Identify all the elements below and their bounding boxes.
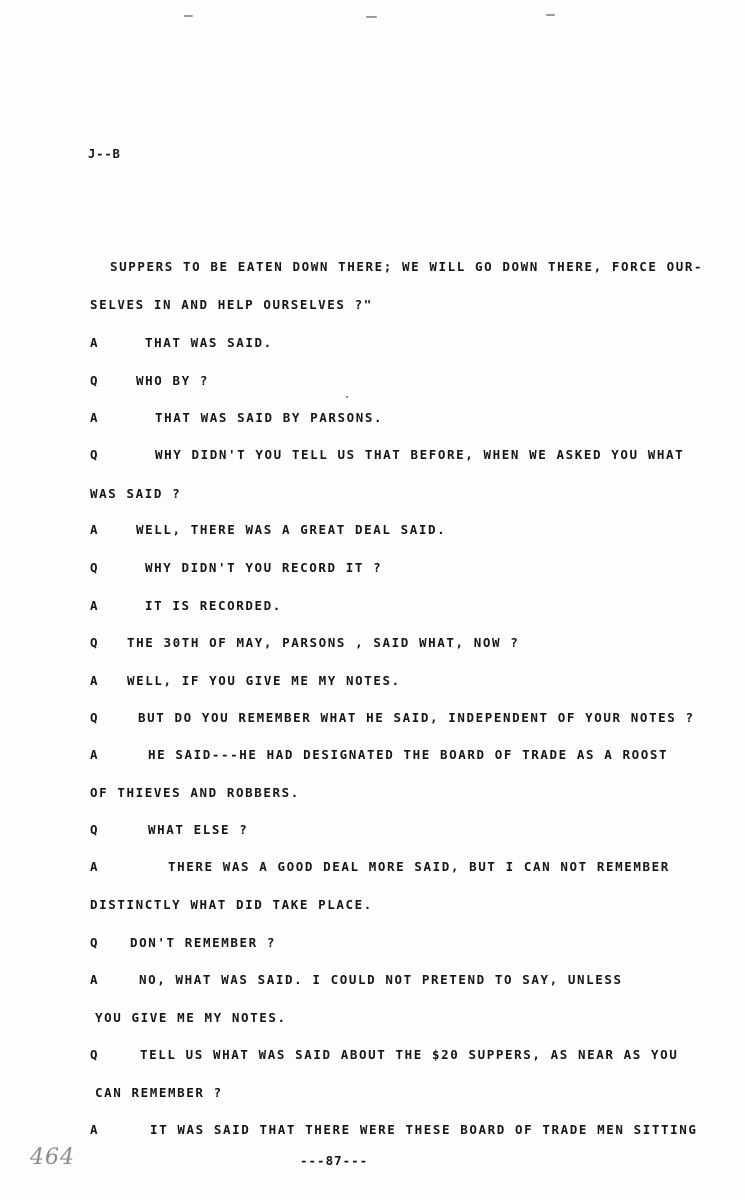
speaker-label: A: [90, 1122, 98, 1137]
transcript-line: IT IS RECORDED.: [145, 598, 282, 613]
transcript-line: WHY DIDN'T YOU TELL US THAT BEFORE, WHEN WE ASKED YOU WHAT: [155, 447, 685, 462]
speaker-label: A: [90, 673, 98, 688]
transcript-line: THAT WAS SAID.: [145, 335, 273, 350]
transcript-line: DON'T REMEMBER ?: [130, 935, 277, 950]
transcript-line: TELL US WHAT WAS SAID ABOUT THE $20 SUPPERS, AS NEAR AS YOU: [140, 1047, 679, 1062]
transcript-line: WHY DIDN'T YOU RECORD IT ?: [145, 560, 383, 575]
speaker-label: Q: [90, 710, 98, 725]
transcript-line: BUT DO YOU REMEMBER WHAT HE SAID, INDEPENDENT OF YOUR NOTES ?: [138, 710, 695, 725]
scan-mark: [184, 15, 193, 17]
transcript-line: OF THIEVES AND ROBBERS.: [90, 785, 300, 800]
transcript-line: WAS SAID ?: [90, 486, 182, 501]
scan-mark: [366, 16, 377, 18]
scan-mark: [546, 14, 555, 16]
handwritten-number: 464: [30, 1145, 75, 1170]
speaker-label: A: [90, 972, 98, 987]
speaker-label: A: [90, 598, 98, 613]
speaker-label: Q: [90, 373, 98, 388]
page-number: ---87---: [300, 1153, 369, 1168]
speaker-label: Q: [90, 635, 98, 650]
transcript-line: IT WAS SAID THAT THERE WERE THESE BOARD OF TRADE MEN SITTING: [150, 1122, 698, 1137]
speaker-label: A: [90, 410, 98, 425]
speaker-label: Q: [90, 1047, 98, 1062]
transcript-line: NO, WHAT WAS SAID. I COULD NOT PRETEND TO SAY, UNLESS: [139, 972, 623, 987]
transcript-line: THAT WAS SAID BY PARSONS.: [155, 410, 384, 425]
speaker-label: Q: [90, 447, 98, 462]
transcript-line: WELL, IF YOU GIVE ME MY NOTES.: [127, 673, 401, 688]
speaker-label: Q: [90, 935, 98, 950]
transcript-line: THE 30TH OF MAY, PARSONS , SAID WHAT, NOW ?: [127, 635, 520, 650]
transcript-line: WHO BY ?: [136, 373, 210, 388]
transcript-line: WELL, THERE WAS A GREAT DEAL SAID.: [136, 522, 447, 537]
speaker-label: A: [90, 335, 98, 350]
speaker-label: A: [90, 859, 98, 874]
speaker-label: A: [90, 522, 98, 537]
transcript-line: SELVES IN AND HELP OURSELVES ?": [90, 297, 373, 312]
transcript-line: DISTINCTLY WHAT DID TAKE PLACE.: [90, 897, 373, 912]
speaker-label: Q: [90, 560, 98, 575]
transcript-line: WHAT ELSE ?: [148, 822, 249, 837]
document-header: J--B: [88, 147, 121, 161]
scan-speck: [346, 396, 348, 398]
transcript-line: HE SAID---HE HAD DESIGNATED THE BOARD OF TRADE AS A ROOST: [148, 747, 669, 762]
transcript-line: SUPPERS TO BE EATEN DOWN THERE; WE WILL GO DOWN THERE, FORCE OUR-: [110, 259, 704, 274]
transcript-line: YOU GIVE ME MY NOTES.: [95, 1010, 287, 1025]
transcript-line: THERE WAS A GOOD DEAL MORE SAID, BUT I CAN NOT REMEMBER: [168, 859, 670, 874]
speaker-label: Q: [90, 822, 98, 837]
speaker-label: A: [90, 747, 98, 762]
transcript-line: CAN REMEMBER ?: [95, 1085, 223, 1100]
